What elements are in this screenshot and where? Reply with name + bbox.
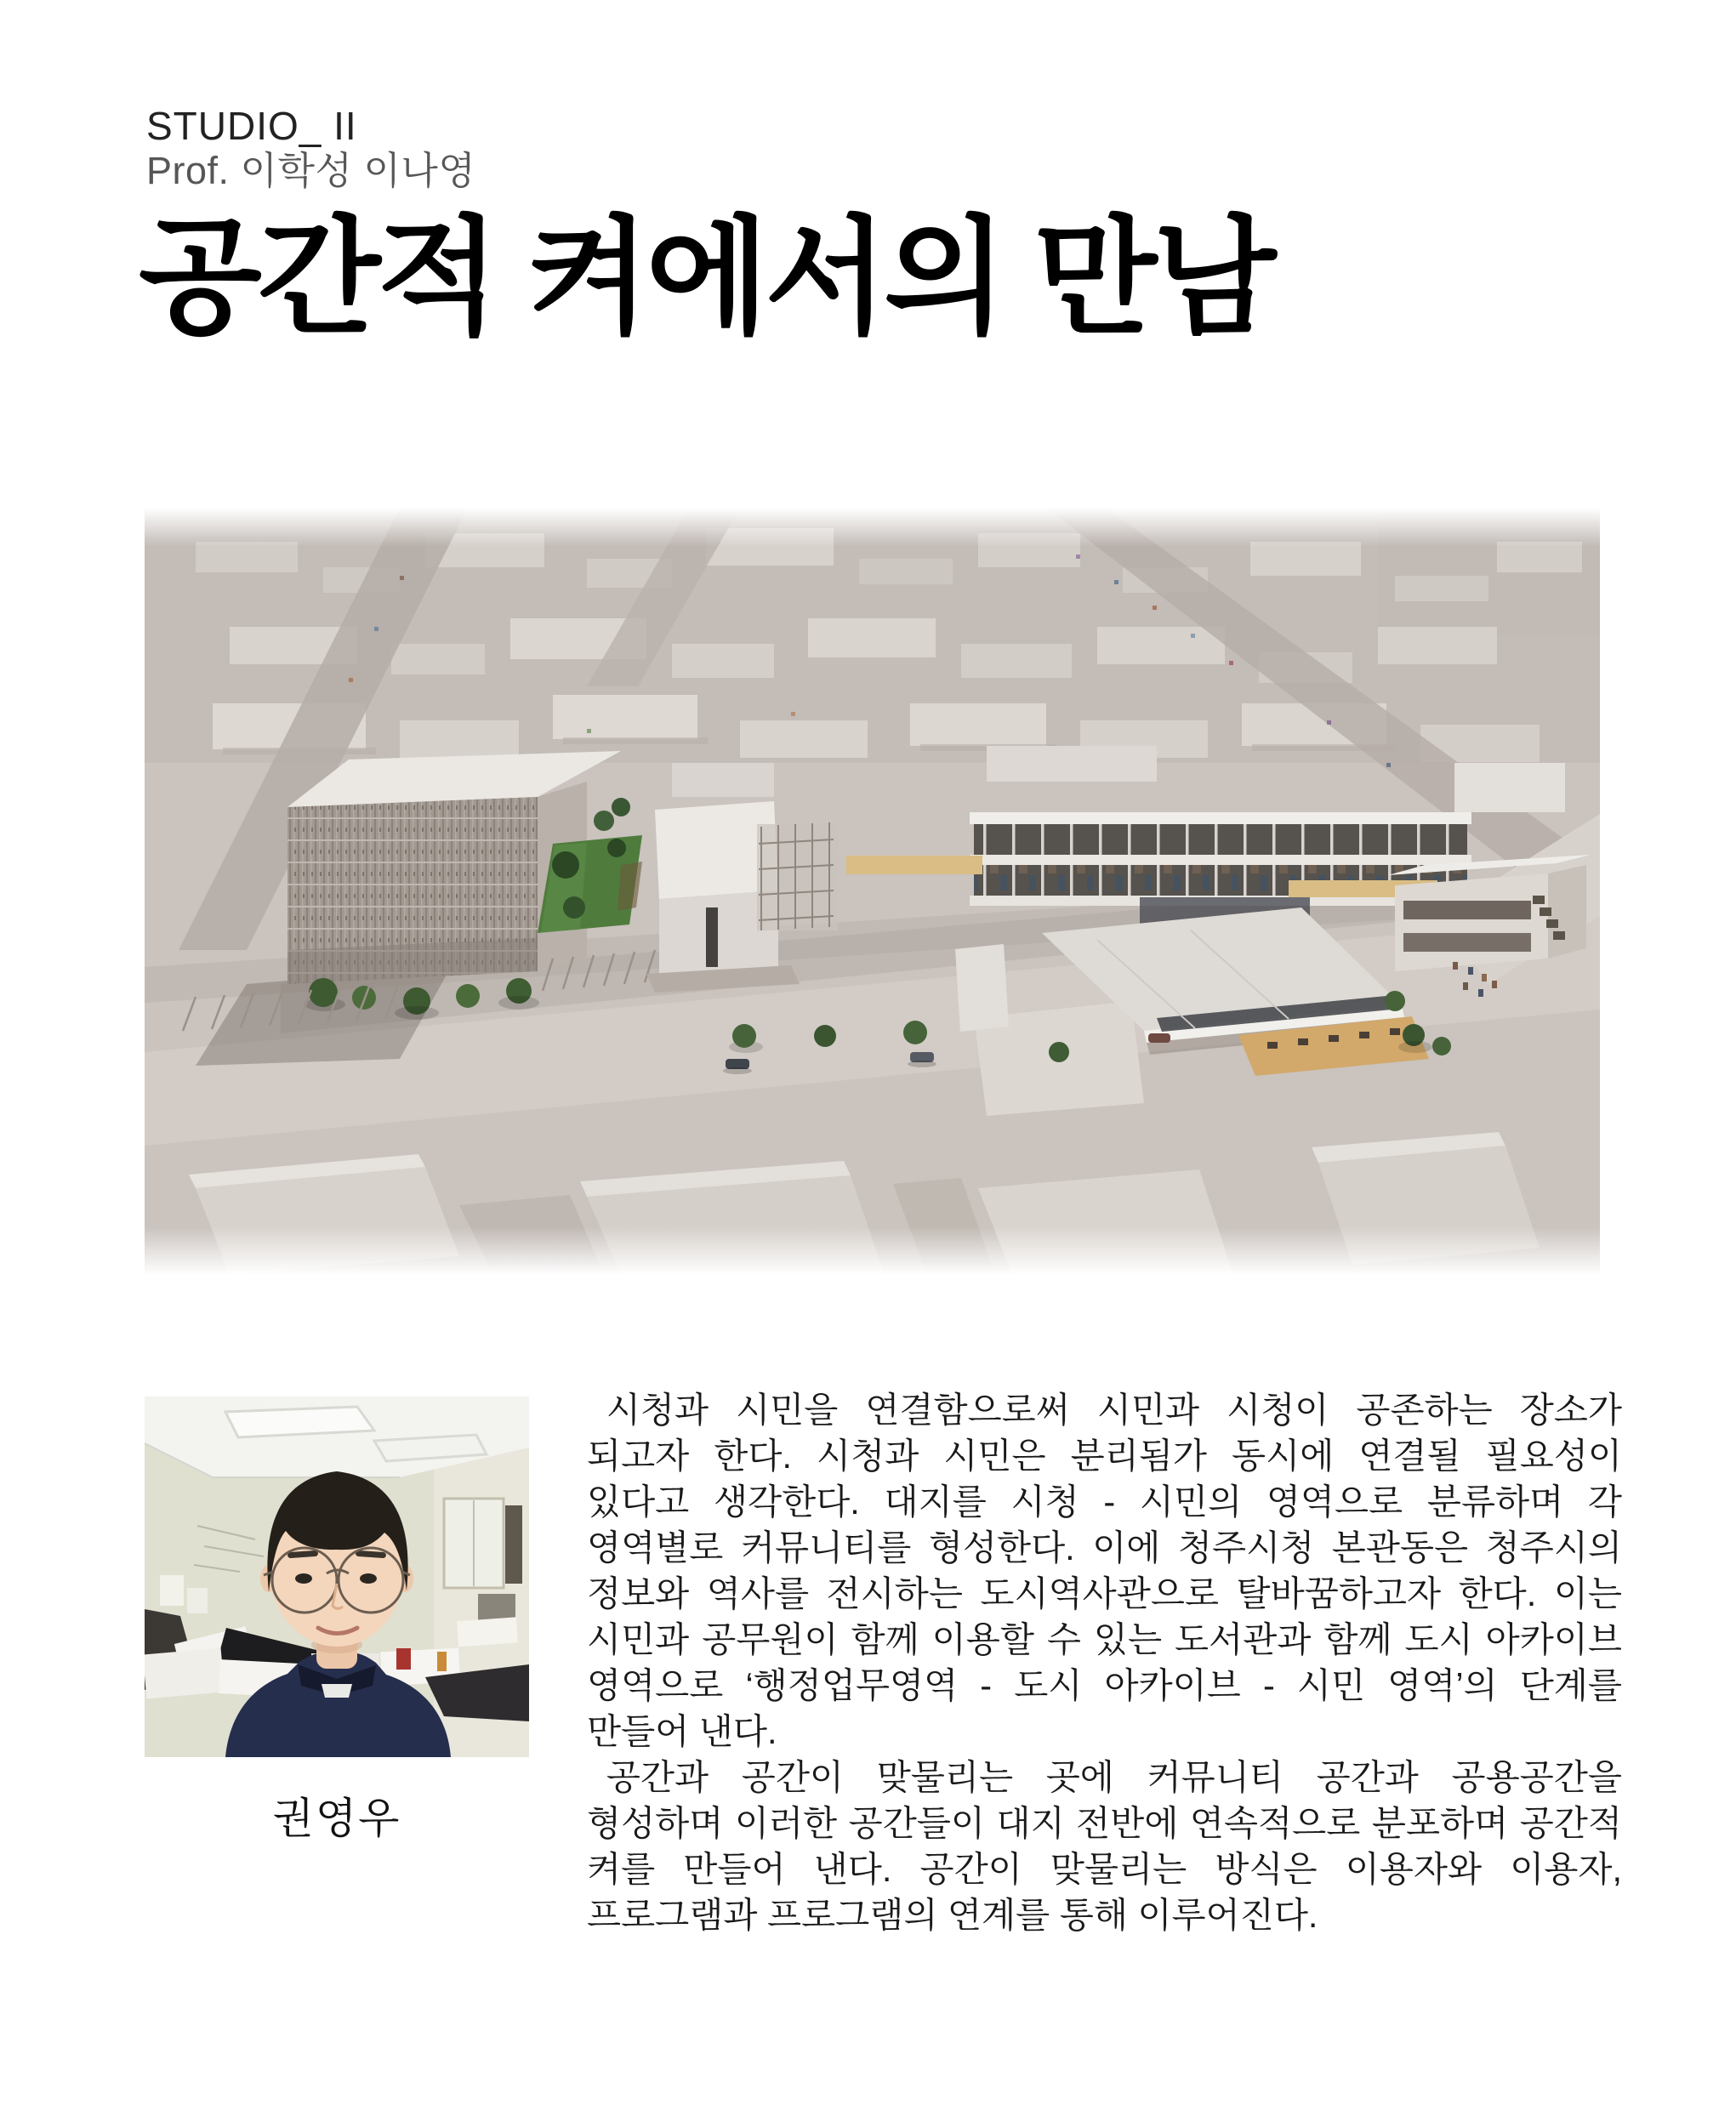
site-aerial-rendering-image [145, 508, 1600, 1275]
eye [360, 1573, 377, 1584]
description-paragraph-1: 시청과 시민을 연결함으로써 시민과 시청이 공존하는 장소가 되고자 한다. 시청과 시민은 분리됨가 동시에 연결될 필요성이 있다고 생각한다. 대지를 시청 - 시민의 영역으로 분류하며 각 영역별로 커뮤니티를 형성한다. 이에 청주시청 본관동은 청주시의 정보와 역사를 전시하는 도시역사관으로 탈바꿈하고자 한다. 이는 시민과 공무원이 함께 이용할 수 있는 도서관과 함께 도시 아카이브 영역으로 ‘행정업무영역 - 도시 아카이브 - 시민 영역’의 단계를 만들어 낸다. [587, 1390, 1622, 1751]
aerial-city-model-graphic [145, 508, 1600, 1275]
description-paragraph-2: 공간과 공간이 맞물리는 곳에 커뮤니티 공간과 공용공간을 형성하며 이러한 공간들이 대지 전반에 연속적으로 분포하며 공간적 켜를 만들어 낸다. 공간이 맞물리는 방식은 이용자와 이용자, 프로그램과 프로그램의 연계를 통해 이루어진다. [587, 1757, 1622, 1935]
author-portrait-photo [145, 1397, 529, 1757]
wall-paper [160, 1575, 184, 1606]
project-description [587, 1387, 1622, 1938]
red-cup [396, 1648, 411, 1670]
studio-label: STUDIO_ II [146, 104, 357, 148]
cabinet-edge [505, 1505, 522, 1584]
professor-label: Prof. 이학성 이나영 [146, 149, 476, 192]
bottle [437, 1652, 447, 1671]
frame-structure [757, 822, 838, 930]
eye [295, 1573, 312, 1584]
page-title: 공간적 켜에서의 만남 [139, 206, 1272, 349]
wall-paper [187, 1588, 208, 1613]
author-name: 권영우 [272, 1795, 401, 1842]
portrait-graphic [145, 1397, 529, 1757]
ceiling-light [225, 1407, 374, 1437]
